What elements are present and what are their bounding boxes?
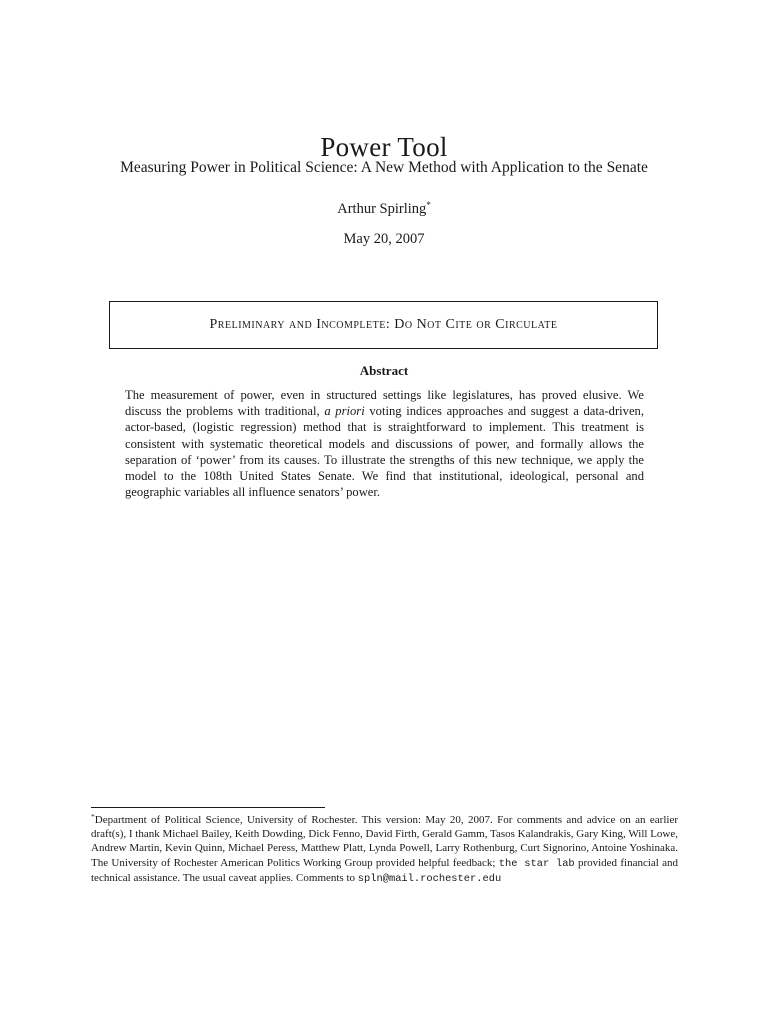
author-footnote-mark: * — [426, 200, 431, 210]
footnote — [91, 810, 678, 886]
preliminary-notice-text: Preliminary and Incomplete: Do Not Cite or Circulate — [209, 317, 558, 332]
footnote-rule — [91, 807, 325, 808]
author-name: Arthur Spirling — [337, 201, 427, 217]
author-line — [0, 200, 768, 218]
paper-subtitle: Measuring Power in Political Science: A New Method with Application to the Senate — [120, 159, 648, 176]
abstract-heading: Abstract — [359, 363, 409, 378]
footnote-mark: * — [91, 812, 95, 821]
footnote-text-part1: Department of Political Science, University of Rochester. This version: May 20, 2007. For comments and advice on an earlier draft(s), I thank Michael Bailey, Keith Dowding, Dick Fenno, David Firth, Gerald Gamm, Tasos Kalandrakis, Gary King, Will Lowe, Andrew Martin, Kevin Quinn, Michael Peress, Matthew Platt, Lynda Powell, Larry Rothenburg, Curt Signorino, Antoine Yoshinaka. The University of Rochester American Politics Working Group provided helpful feedback; — [91, 814, 678, 869]
footnote-lab-name: the star lab — [498, 857, 575, 870]
paper-title: Power Tool — [320, 132, 448, 162]
abstract-text-part2: voting indices approaches and suggest a data-driven, actor-based, (logistic regression) method that is straightforward to implement. This treatment is consistent with systematic theoretical models and discussions of power, and formally allows the separation of ‘power’ from its causes. To illustrate the strengths of this new technique, we apply the model to the 108th United States Senate. We find that institutional, ideological, personal and geographic variables all influence senators’ power. — [125, 404, 644, 500]
abstract-text-part1: The measurement of power, even in structured settings like legislatures, has proved elusive. We discuss the problems with traditional, — [125, 388, 644, 419]
footnote-email-link[interactable]: spln@mail.rochester.edu — [357, 872, 502, 885]
preliminary-notice-box — [109, 301, 658, 349]
footnote-text-part2: provided financial and technical assistance. The usual caveat applies. Comments to — [91, 856, 678, 884]
abstract-emphasis: a priori — [324, 404, 365, 419]
abstract-body — [125, 387, 644, 500]
paper-date: May 20, 2007 — [343, 231, 425, 247]
